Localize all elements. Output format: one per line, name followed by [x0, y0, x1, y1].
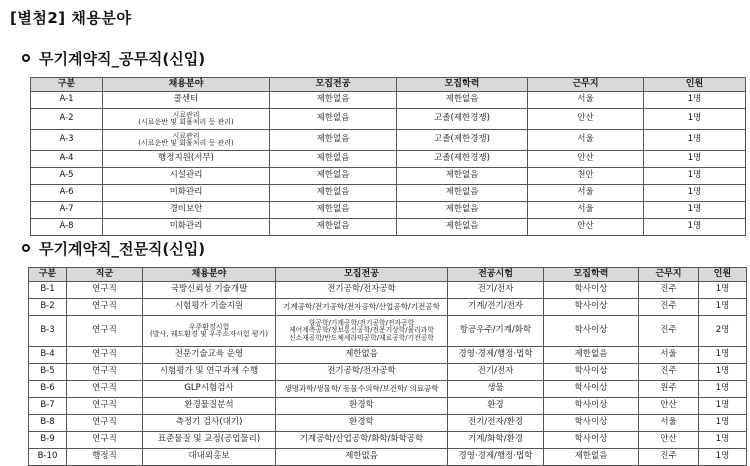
headcount-cell: 1명 — [644, 109, 746, 130]
education-cell: 고졸(제한경쟁) — [397, 151, 528, 168]
section2-title-text: 무기계약직_전문직(신입) — [39, 240, 206, 258]
field-cell: 미화관리 — [103, 185, 270, 202]
row-id-cell: B-9 — [29, 432, 67, 449]
exam-cell: 경영·경제/행정·법학 — [448, 347, 544, 364]
major-line: 신소재공학/반도체세라믹공학/재료공학/기전공학 — [289, 333, 434, 342]
table-row — [29, 364, 747, 381]
exam-cell: 경영·경제/행정·법학 — [448, 449, 544, 466]
education-cell: 제한없음 — [397, 202, 528, 219]
table-row — [29, 347, 747, 364]
major-line: 항공학/기계공학/전기공학/전자공학 — [308, 318, 415, 327]
field-cell: 시험평가 및 연구과제 수행 — [143, 364, 276, 381]
job-group-cell: 연구직 — [67, 364, 143, 381]
column-header: 채용분야 — [143, 268, 276, 282]
field-cell — [103, 109, 270, 130]
field-cell: 전문기술교육 운영 — [143, 347, 276, 364]
field-cell: 시험평가 기술지원 — [143, 299, 276, 316]
major-cell: 기계공학/산업공학/화학/화학공학 — [276, 432, 448, 449]
education-cell: 학사이상 — [544, 364, 639, 381]
headcount-cell: 1명 — [699, 381, 747, 398]
major-cell: 제한없음 — [270, 202, 397, 219]
field-note: (시료운반 및 회물처리 등 관리) — [138, 139, 234, 147]
field-cell: 미화관리 — [103, 219, 270, 236]
row-id-cell: B-6 — [29, 381, 67, 398]
major-cell: 전기공학/전자공학 — [276, 282, 448, 299]
bullet-circle-icon — [22, 244, 30, 252]
row-id-cell: A-1 — [31, 92, 103, 109]
education-cell: 제한없음 — [544, 449, 639, 466]
column-header: 모집전공 — [276, 268, 448, 282]
field-cell: GLP시험검사 — [143, 381, 276, 398]
major-cell: 제한없음 — [276, 347, 448, 364]
table-row — [31, 168, 746, 185]
job-group-cell: 연구직 — [67, 316, 143, 347]
row-id-cell: A-4 — [31, 151, 103, 168]
education-cell: 고졸(제한경쟁) — [397, 109, 528, 130]
location-cell: 천안 — [528, 168, 644, 185]
job-group-cell: 행정직 — [67, 449, 143, 466]
field-note: (시료운반 및 회물처리 등 관리) — [138, 118, 234, 126]
row-id-cell: B-7 — [29, 398, 67, 415]
row-id-cell: A-2 — [31, 109, 103, 130]
location-cell: 서울 — [639, 415, 699, 432]
row-id-cell: B-2 — [29, 299, 67, 316]
field-name: 시료관리 — [172, 131, 200, 140]
location-cell: 안산 — [528, 151, 644, 168]
row-id-cell: B-3 — [29, 316, 67, 347]
section1-title — [22, 48, 205, 69]
major-cell: 전기공학/전자공학 — [276, 364, 448, 381]
table-row — [31, 109, 746, 130]
exam-cell: 기계/전기/전자 — [448, 299, 544, 316]
column-header: 모집학력 — [544, 268, 639, 282]
permanent-general-table — [30, 77, 746, 236]
headcount-cell: 1명 — [699, 299, 747, 316]
job-group-cell: 연구직 — [67, 398, 143, 415]
major-cell: 기계공학/전기공학/전자공학/산업공학/기전공학 — [276, 299, 448, 316]
education-cell: 학사이상 — [544, 282, 639, 299]
major-cell: 제한없음 — [270, 109, 397, 130]
field-cell — [143, 316, 276, 347]
row-id-cell: B-1 — [29, 282, 67, 299]
headcount-cell: 1명 — [699, 449, 747, 466]
document-title: [별첨2] 채용분야 — [10, 9, 132, 27]
field-cell: 시설관리 — [103, 168, 270, 185]
major-cell: 제한없음 — [276, 449, 448, 466]
table-row — [29, 449, 747, 466]
row-id-cell: A-3 — [31, 130, 103, 151]
headcount-cell: 1명 — [699, 347, 747, 364]
column-header: 채용분야 — [103, 78, 270, 92]
location-cell: 진주 — [639, 316, 699, 347]
section2-title — [22, 238, 205, 259]
headcount-cell: 1명 — [644, 202, 746, 219]
table-row — [29, 432, 747, 449]
major-cell: 제한없음 — [270, 168, 397, 185]
major-cell — [276, 316, 448, 347]
location-cell: 서울 — [639, 347, 699, 364]
exam-cell: 항공우주/기계/화학 — [448, 316, 544, 347]
major-cell: 제한없음 — [270, 219, 397, 236]
education-cell: 제한없음 — [397, 219, 528, 236]
table-row — [29, 398, 747, 415]
location-cell: 서울 — [528, 92, 644, 109]
location-cell: 진주 — [639, 299, 699, 316]
table-row — [31, 202, 746, 219]
table-row — [29, 299, 747, 316]
table-row — [31, 219, 746, 236]
section1-title-text: 무기계약직_공무직(신입) — [39, 50, 206, 68]
field-cell: 대내외홍보 — [143, 449, 276, 466]
table-row — [31, 185, 746, 202]
field-cell: 행정지원(서무) — [103, 151, 270, 168]
location-cell: 서울 — [528, 185, 644, 202]
table-row — [31, 151, 746, 168]
location-cell: 진주 — [639, 449, 699, 466]
field-cell: 환경물질분석 — [143, 398, 276, 415]
headcount-cell: 1명 — [644, 168, 746, 185]
table-row — [31, 130, 746, 151]
column-header: 인원 — [699, 268, 747, 282]
location-cell: 안산 — [639, 432, 699, 449]
exam-cell: 환경 — [448, 398, 544, 415]
field-cell: 측정기 검사(대기) — [143, 415, 276, 432]
education-cell: 학사이상 — [544, 316, 639, 347]
exam-cell: 전기/전자 — [448, 364, 544, 381]
field-note: (발사, 궤도환경 및 우주소자시험 평가) — [149, 330, 269, 338]
field-cell: 경비보안 — [103, 202, 270, 219]
column-header: 근무지 — [639, 268, 699, 282]
headcount-cell: 1명 — [699, 432, 747, 449]
headcount-cell: 1명 — [644, 92, 746, 109]
exam-cell: 기계/화학/환경 — [448, 432, 544, 449]
location-cell: 안산 — [528, 109, 644, 130]
location-cell: 안산 — [639, 398, 699, 415]
field-cell: 국방신뢰성 기술개발 — [143, 282, 276, 299]
column-header: 전공시험 — [448, 268, 544, 282]
job-group-cell: 연구직 — [67, 415, 143, 432]
exam-cell: 생물 — [448, 381, 544, 398]
column-header: 근무지 — [528, 78, 644, 92]
field-name: 우주환경시험 — [188, 322, 230, 331]
major-cell: 생명과학/생물학/ 동물수의학/보건학/ 의료공학 — [276, 381, 448, 398]
table-row — [31, 92, 746, 109]
job-group-cell: 연구직 — [67, 299, 143, 316]
field-cell — [103, 130, 270, 151]
location-cell: 진주 — [639, 364, 699, 381]
permanent-professional-table — [28, 267, 747, 466]
bullet-circle-icon — [22, 54, 30, 62]
headcount-cell: 1명 — [644, 219, 746, 236]
education-cell: 학사이상 — [544, 415, 639, 432]
headcount-cell: 1명 — [699, 415, 747, 432]
job-group-cell: 연구직 — [67, 432, 143, 449]
exam-cell: 전기/전자/환경 — [448, 415, 544, 432]
column-header: 직군 — [67, 268, 143, 282]
row-id-cell: B-5 — [29, 364, 67, 381]
education-cell: 학사이상 — [544, 398, 639, 415]
major-cell: 제한없음 — [270, 151, 397, 168]
education-cell: 학사이상 — [544, 299, 639, 316]
table-row — [29, 381, 747, 398]
table-row — [29, 415, 747, 432]
major-cell: 환경학 — [276, 415, 448, 432]
headcount-cell: 1명 — [644, 185, 746, 202]
field-cell: 표준물질 및 교정(공업물리) — [143, 432, 276, 449]
education-cell: 제한없음 — [544, 347, 639, 364]
table-row — [29, 316, 747, 347]
row-id-cell: A-5 — [31, 168, 103, 185]
row-id-cell: A-6 — [31, 185, 103, 202]
job-group-cell: 연구직 — [67, 347, 143, 364]
education-cell: 제한없음 — [397, 168, 528, 185]
column-header: 모집전공 — [270, 78, 397, 92]
column-header: 구분 — [31, 78, 103, 92]
headcount-cell: 1명 — [644, 130, 746, 151]
headcount-cell: 2명 — [699, 316, 747, 347]
headcount-cell: 1명 — [699, 282, 747, 299]
row-id-cell: B-10 — [29, 449, 67, 466]
education-cell: 고졸(제한경쟁) — [397, 130, 528, 151]
job-group-cell: 연구직 — [67, 381, 143, 398]
row-id-cell: A-7 — [31, 202, 103, 219]
major-cell: 제한없음 — [270, 130, 397, 151]
column-header: 모집학력 — [397, 78, 528, 92]
location-cell: 서울 — [528, 202, 644, 219]
exam-cell: 전기/전자 — [448, 282, 544, 299]
education-cell: 학사이상 — [544, 381, 639, 398]
location-cell: 서울 — [528, 130, 644, 151]
major-line: 제어계측공학/정보통신공학/전문기상학/물리과학 — [289, 326, 434, 335]
field-cell: 콜센터 — [103, 92, 270, 109]
education-cell: 학사이상 — [544, 432, 639, 449]
headcount-cell: 1명 — [699, 398, 747, 415]
field-name: 시료관리 — [172, 110, 200, 119]
headcount-cell: 1명 — [699, 364, 747, 381]
table-row — [29, 282, 747, 299]
headcount-cell: 1명 — [644, 151, 746, 168]
column-header: 인원 — [644, 78, 746, 92]
major-cell: 제한없음 — [270, 185, 397, 202]
column-header: 구분 — [29, 268, 67, 282]
location-cell: 원주 — [639, 381, 699, 398]
major-cell: 환경학 — [276, 398, 448, 415]
major-cell: 제한없음 — [270, 92, 397, 109]
row-id-cell: B-4 — [29, 347, 67, 364]
row-id-cell: B-8 — [29, 415, 67, 432]
job-group-cell: 연구직 — [67, 282, 143, 299]
education-cell: 제한없음 — [397, 185, 528, 202]
row-id-cell: A-8 — [31, 219, 103, 236]
location-cell: 안산 — [528, 219, 644, 236]
education-cell: 제한없음 — [397, 92, 528, 109]
location-cell: 진주 — [639, 282, 699, 299]
